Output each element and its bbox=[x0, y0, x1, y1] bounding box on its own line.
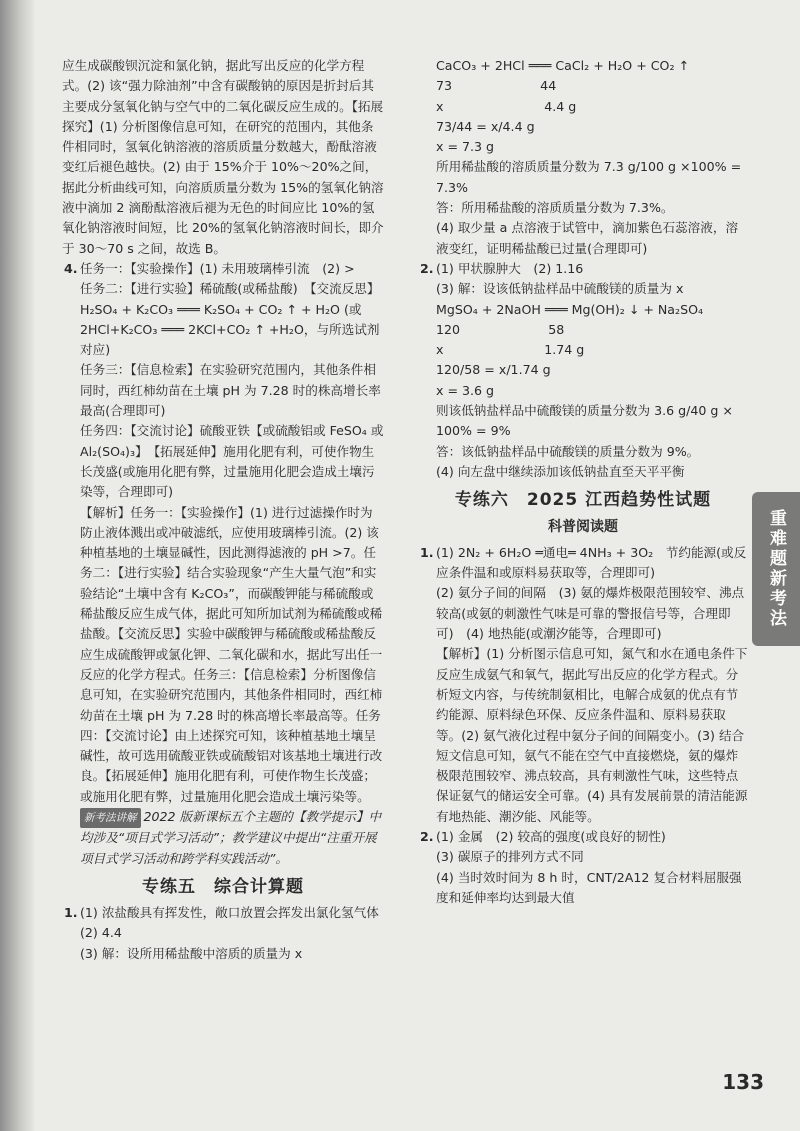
analysis: 【解析】(1) 分析图示信息可知，氮气和水在通电条件下反应生成氨气和氧气，据此写出反应的化学方程式。分析短文内容，与传统制氨相比，电解合成氨的优点有节约能源、原料绿色环保、反应条件温和、原料易获取等。(2) 氨气液化过程中氨分子间的间隔变小。(3) 结合短文信息可知，氨气不能在空气中直接燃烧，氨的爆炸极限范围较窄、沸点较高，具有刺激性气味，这些特点保证氨气的储运安全可靠。(4) 具有发展前景的清洁能源有地热能、潮汐能、风能等。 bbox=[436, 646, 748, 824]
answer-line: (2) 氨分子间的间隔 (3) 氨的爆炸极限范围较窄、沸点较高(或氨的刺激性气味是可靠的警报信号等，合理即可) (4) 地热能(或潮汐能等，合理即可) bbox=[436, 585, 745, 642]
question-number: 4. bbox=[64, 260, 78, 276]
new-method-note bbox=[80, 807, 384, 869]
chemical-equation: MgSO₄ + 2NaOH ═══ Mg(OH)₂ ↓ + Na₂SO₄ bbox=[436, 301, 704, 317]
section-title: 专练六 2025 江西趋势性试题 bbox=[454, 490, 712, 511]
answer-line: 答：所用稀盐酸的溶质质量分数为 7.3%。 bbox=[436, 200, 674, 216]
answer-line: (4) 向左盘中继续添加该低钠盐直至天平平衡 bbox=[436, 463, 685, 479]
molar-mass-line: 73 44 bbox=[436, 78, 557, 94]
note-text: 2022 版新课标五个主题的【教学提示】中均涉及“项目式学习活动”；教学建议中提出“注重开展项目式学习活动和跨学科实践活动”。 bbox=[80, 808, 382, 866]
result-line: x = 3.6 g bbox=[436, 382, 495, 398]
answer-line: (4) 取少量 a 点溶液于试管中，滴加紫色石蕊溶液，溶液变红，证明稀盐酸已过量(合理即可) bbox=[436, 220, 739, 256]
task-3: 任务三：【信息检索】在实验研究范围内，其他条件相同时，西红柿幼苗在土壤 pH 为 7.28 时的株高增长率最高(合理即可) bbox=[80, 362, 381, 419]
question-4 bbox=[62, 259, 384, 869]
section6-question-2 bbox=[418, 827, 748, 908]
question-1 bbox=[62, 903, 392, 964]
answer-line: (1) 浓盐酸具有挥发性，敞口放置会挥发出氯化氢气体 (2) 4.4 bbox=[80, 905, 392, 941]
ratio-line: 120/58 = x/1.74 g bbox=[436, 362, 551, 378]
answer-line: (1) 金属 (2) 较高的强度(或良好的韧性) bbox=[436, 828, 666, 844]
right-column bbox=[418, 56, 748, 908]
question-number: 2. bbox=[420, 828, 434, 844]
unknown-line: x 4.4 g bbox=[436, 98, 577, 114]
task-2: 任务二：【进行实验】稀硫酸(或稀盐酸) 【交流反思】H₂SO₄ + K₂CO₃ ═══ K₂SO₄ + CO₂ ↑ + H₂O (或 2HCl+K₂CO₃ ═══ 2KCl+CO₂ ↑ +H₂O，与所选试剂对应) bbox=[80, 281, 380, 358]
answer-line: (3) 解：设所用稀盐酸中溶质的质量为 x bbox=[80, 945, 303, 961]
page-binding-shadow bbox=[0, 0, 34, 1131]
answer-line: (1) 2N₂ + 6H₂O ═通电═ 4NH₃ + 3O₂ 节约能源(或反应条件温和或原料易获取等，合理即可) bbox=[436, 544, 747, 581]
unknown-line: x 1.74 g bbox=[436, 342, 585, 358]
section6-question-1 bbox=[418, 543, 748, 827]
chapter-side-tab: 重难题新考法 bbox=[752, 492, 800, 646]
question-2 bbox=[418, 259, 748, 482]
task-4: 任务四：【交流讨论】硫酸亚铁【或硫酸铝或 FeSO₄ 或 Al₂(SO₄)₃】 【拓展延伸】施用化肥有利，可使作物生长茂盛(或施用化肥有弊，过量施用化肥会造成土壤污染等，合理即可) bbox=[80, 423, 384, 500]
page-number: 133 bbox=[722, 1070, 764, 1094]
question-number: 2. bbox=[420, 260, 434, 276]
question-number: 1. bbox=[64, 905, 78, 921]
answer-line: 答：该低钠盐样品中硫酸镁的质量分数为 9%。 bbox=[436, 443, 700, 459]
answer-line: (3) 解：设该低钠盐样品中硫酸镁的质量为 x bbox=[436, 281, 684, 297]
analysis: 【解析】任务一：【实验操作】(1) 进行过滤操作时为防止液体溅出或冲破滤纸，应使用玻璃棒引流。(2) 该种植基地的土壤显碱性，因此测得滤液的 pH >7。任务二：【进行实验】结合实验现象“产生大量气泡”和实验结论“土壤中含有 K₂CO₃”，而碳酸钾能与稀硫酸或稀盐酸反应生成气体，据此可知所加试剂为稀硫酸或稀盐酸。【交流反思】实验中碳酸钾与稀硫酸或稀盐酸反应生成硫酸钾或氯化钾、二氧化碳和水，据此写出任一反应的化学方程式。任务三：【信息检索】分析图像信息可知，在实验研究范围内，其他条件相同时，西红柿幼苗在土壤 pH 为 7.28 时的株高增长率最高等。任务四：【交流讨论】由上述探究可知，该种植基地土壤呈碱性，故可选用硫酸亚铁或硫酸铝对该基地土壤进行改良。【拓展延伸】施用化肥有利，可使作物生长茂盛；或施用化肥有弊，过量施用化肥会造成土壤污染等。 bbox=[80, 504, 383, 804]
ratio-line: 73/44 = x/4.4 g bbox=[436, 118, 535, 134]
task-1: 任务一：【实验操作】(1) 未用玻璃棒引流 (2) > bbox=[80, 260, 355, 276]
chemical-equation: CaCO₃ + 2HCl ═══ CaCl₂ + H₂O + CO₂ ↑ bbox=[436, 58, 690, 73]
answer-line: (3) 碳原子的排列方式不同 bbox=[436, 849, 584, 865]
percent-line: 所用稀盐酸的溶质质量分数为 7.3 g/100 g ×100% = 7.3% bbox=[436, 159, 742, 195]
question-number: 1. bbox=[420, 544, 434, 560]
answer-line: (1) 甲状腺肿大 (2) 1.16 bbox=[436, 260, 584, 276]
molar-mass-line: 120 58 bbox=[436, 321, 565, 337]
left-column bbox=[62, 56, 392, 964]
percent-line: 则该低钠盐样品中硫酸镁的质量分数为 3.6 g/40 g × 100% = 9% bbox=[436, 403, 733, 439]
paragraph: 应生成碳酸钡沉淀和氯化钠，据此写出反应的化学方程式。(2) 该“强力除油剂”中含有碳酸钠的原因是折封后其主要成分氢氧化钠与空气中的二氧化碳反应生成的。【拓展探究】(1) 分析图像信息可知，在研究的范围内，其他条件相同时，氢氧化钠溶液的溶质质量分数越大，酚酞溶液变红后褪色越快。(2) 由于 15%介于 10%～20%之间，据此分析曲线可知，向溶质质量分数为 15%的氢氧化钠溶液中滴加 2 滴酚酞溶液后褪为无色的时间应比 10%的氢氧化钠溶液时间短，比 20%的氢氧化钠溶液时间长，即介于 30～70 s 之间，故选 B。 bbox=[62, 58, 384, 256]
section-title: 专练五 综合计算题 bbox=[142, 876, 304, 897]
calculation-1 bbox=[418, 56, 748, 259]
note-badge: 新考法讲解 bbox=[80, 808, 141, 828]
answer-line: (4) 当时效时间为 8 h 时，CNT/2A12 复合材料屈服强度和延伸率均达到最大值 bbox=[436, 869, 742, 905]
result-line: x = 7.3 g bbox=[436, 139, 495, 155]
subsection-title: 科普阅读题 bbox=[548, 518, 618, 535]
